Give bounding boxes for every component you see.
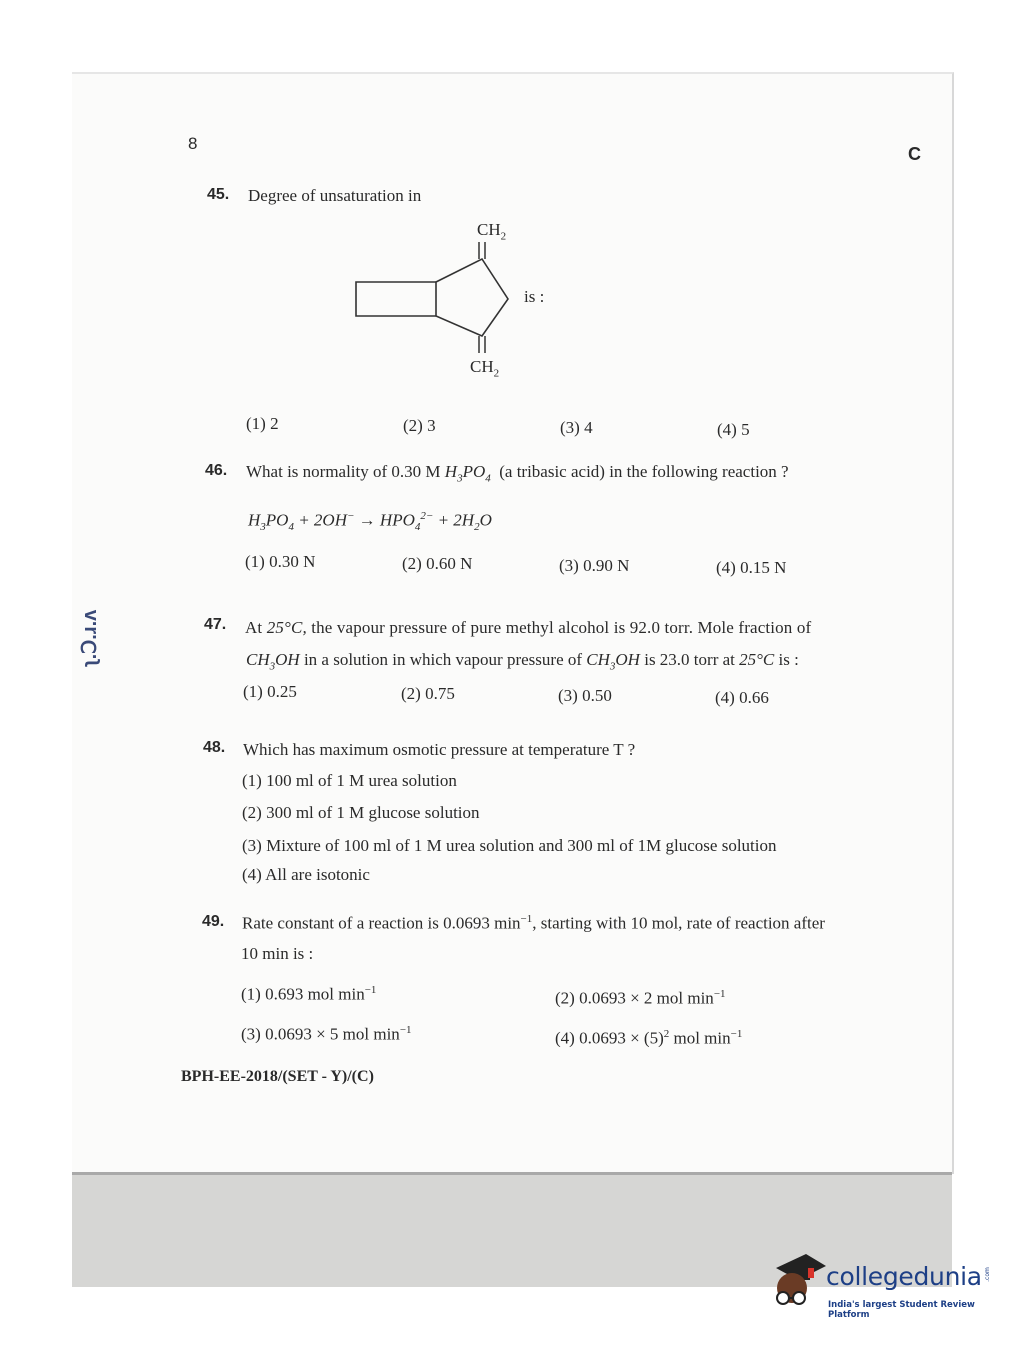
q45-text: Degree of unsaturation in xyxy=(248,186,422,205)
q48-option-3: (3) Mixture of 100 ml of 1 M urea solution and 300 ml of 1M glucose solution xyxy=(242,836,777,855)
q47-option-3: (3) 0.50 xyxy=(558,686,612,705)
q45-ring-pentagon xyxy=(436,259,508,336)
q45-option-3: (3) 4 xyxy=(560,418,593,437)
q49-option-1: (1) 0.693 mol $\min^{-1}$ xyxy=(241,984,377,1004)
q45-number: 45. xyxy=(207,186,230,203)
page-number: 8 xyxy=(188,134,198,153)
q46-text: What is normality of 0.30 M $H_3PO_4$ (a tribasic acid) in the following reaction ? xyxy=(246,462,789,485)
q45-option-4: (4) 5 xyxy=(717,420,750,439)
q47-line-1: At 25°C, the vapour pressure of pure methyl alcohol is 92.0 torr. Mole fraction of xyxy=(245,618,812,637)
q45-ch2-bottom: $CH_2$ xyxy=(470,357,500,380)
q45-ring-square xyxy=(356,282,436,316)
q46-number: 46. xyxy=(205,462,228,479)
q47-option-4: (4) 0.66 xyxy=(715,688,769,707)
q47-option-1: (1) 0.25 xyxy=(243,682,297,701)
q48-option-4: (4) All are isotonic xyxy=(242,865,370,884)
set-letter: C xyxy=(908,144,921,164)
q45-ch2-top: $CH_2$ xyxy=(477,220,507,243)
q46-option-2: (2) 0.60 N xyxy=(402,554,473,573)
brand-tagline: India's largest Student Review Platform xyxy=(828,1300,975,1320)
q49-number: 49. xyxy=(202,913,225,930)
q49-option-4: (4) $0.0693 \times (5)^2$ mol $\min^{-1}$ xyxy=(555,1028,743,1048)
q46-reaction-equation: $H_3PO_4 + 2OH^- \to HPO_4^{2-} + 2H_2O$ xyxy=(248,510,492,534)
q48-option-2: (2) 300 ml of 1 M glucose solution xyxy=(242,803,480,822)
brand-name: collegedunia xyxy=(826,1262,982,1291)
exam-code-footer: BPH-EE-2018/(SET - Y)/(C) xyxy=(181,1068,374,1085)
q49-line-2: 10 min is : xyxy=(241,944,314,963)
q47-line-2: $CH_3OH$ in a solution in which vapour pressure of $CH_3OH$ is 23.0 torr at 25°C is : xyxy=(246,650,799,673)
mascot-icon xyxy=(768,1252,826,1322)
q46-option-4: (4) 0.15 N xyxy=(716,558,787,577)
edge-marks: ʅ.ꓛ.ɹ.ʌ xyxy=(79,609,101,666)
q49-line-1: Rate constant of a reaction is 0.0693 $\min^{-1}$, starting with 10 mol, rate of reaction after xyxy=(242,913,825,933)
collegedunia-logo xyxy=(768,1252,998,1322)
mascot-accent xyxy=(808,1268,814,1278)
brand-suffix: .com xyxy=(983,1267,991,1282)
q48-number: 48. xyxy=(203,739,226,756)
q45-is-label: is : xyxy=(524,287,545,306)
q48-option-1: (1) 100 ml of 1 M urea solution xyxy=(242,771,457,790)
q46-option-3: (3) 0.90 N xyxy=(559,556,630,575)
q49-option-3: (3) 0.0693 × 5 mol $\min^{-1}$ xyxy=(241,1024,412,1044)
mascot-lens-right xyxy=(793,1292,805,1304)
q45-option-1: (1) 2 xyxy=(246,414,279,433)
q47-number: 47. xyxy=(204,616,227,633)
q49-option-2: (2) 0.0693 × 2 mol $\min^{-1}$ xyxy=(555,988,726,1008)
q46-option-1: (1) 0.30 N xyxy=(245,552,316,571)
q45-option-2: (2) 3 xyxy=(403,416,436,435)
mascot-lens-left xyxy=(777,1292,789,1304)
q48-text: Which has maximum osmotic pressure at temperature T ? xyxy=(243,740,636,759)
q47-option-2: (2) 0.75 xyxy=(401,684,455,703)
